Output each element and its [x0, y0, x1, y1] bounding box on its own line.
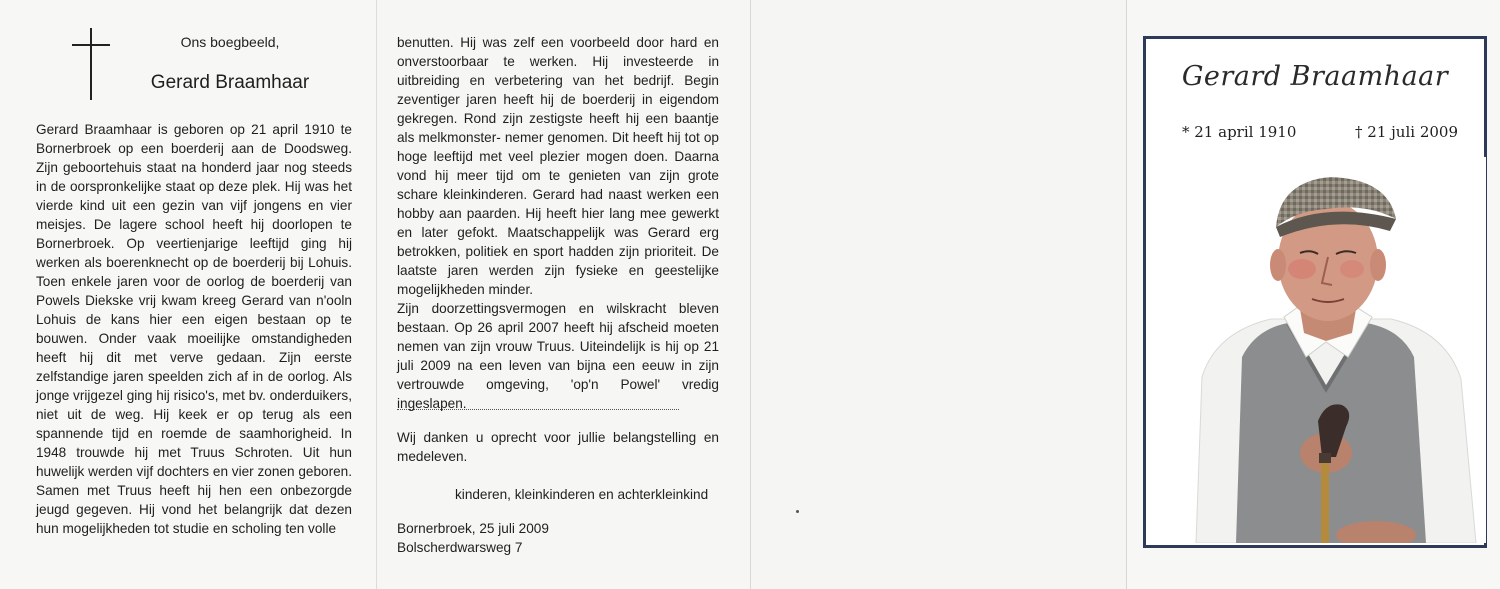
paper-speck [796, 510, 799, 513]
biography-part-1 [36, 120, 352, 538]
biography-paragraph: benutten. Hij was zelf een voorbeeld door hard en onverstoorbaar te werken. Hij investeerde in uitbreiding en verbetering van het bedrijf. Begin zeventiger jaren heeft hij de boerderij in eigendom gekregen. Rond zijn zestigste heeft hij een baantje als melkmonster- nemer genomen. Dit heeft hij tot op hoge leeftijd met veel plezier mogen doen. Daarna vond hij meer tijd om te genieten van zijn grote schare kleinkinderen. Gerard had naast werken een hobby aan paarden. Hij heeft hier lang mee gewerkt en later gefokt. Maatschappelijk was Gerard erg betrokken, politiek en sport hadden zijn prioriteit. De laatste jaren werden zijn fysieke en geestelijke mogelijkheden minder. [397, 35, 719, 297]
biography-part-2 [397, 33, 719, 413]
place-date: Bornerbroek, 25 juli 2009 [397, 521, 549, 536]
biography-paragraph: Gerard Braamhaar is geboren op 21 april 1910 te Bornerbroek op een boerderij aan de Doodsweg. Zijn geboortehuis staat na honderd jaar nog steeds in de oorspronkelijke staat op deze plek. Hij was het vierde kind uit een gezin van vijf jongens en vier meisjes. De lagere school heeft hij doorlopen te Bornerbroek. Op veertienjarige leeftijd ging hij werken als boerenknecht op de boerderij bij Lohuis. Toen enkele jaren voor de oorlog de boerderij van Powels Diekske vrij kwam kreeg Gerard van n'ooln Lohuis de kans hier een eigen bestaan op te bouwen. Onder vaak moeilijke omstandigheden heeft hij dit met verve gedaan. Zijn eerste zelfstandige jaren speelden zich af in de oorlog. Als jonge vrijgezel ging hij risico's, met bv. onderduikers, niet uit de weg. Hij keek er op terug als een spannende tijd en roemde de saamhorigheid. In 1948 trouwde hij met Truus Schroten. Uit hun huwelijk werden vijf dochters en vier zonen geboren. Samen met Truus heeft hij hen een onbezorgde jeugd gegeven. Hij vond het belangrijk dat dezen hun mogelijkheden tot studie en scholing ten volle [36, 122, 352, 536]
address: Bolscherdwarsweg 7 [397, 540, 523, 555]
blank-page [750, 0, 1126, 589]
thanks-text: Wij danken u oprecht voor jullie belangstelling en medeleven. [397, 430, 719, 464]
portrait-frame [1143, 36, 1487, 548]
portrait-page [1126, 0, 1500, 589]
address-block [397, 519, 549, 557]
dotted-divider [397, 409, 679, 410]
family-signature: kinderen, kleinkinderen en achterkleinkind [455, 487, 709, 502]
portrait-photo [1176, 157, 1486, 543]
biography-paragraph: Zijn doorzettingsvermogen en wilskracht bleven bestaan. Op 26 april 2007 heeft hij afscheid moeten nemen van zijn vrouw Truus. Uiteindelijk is hij op 21 juli 2009 na een leven van bijna een eeuw in zijn vertrouwde omgeving, 'op'n Powel' vredig ingeslapen. [397, 301, 719, 411]
intro-text: Ons boegbeeld, [180, 34, 280, 50]
deceased-name: Gerard Braamhaar [150, 72, 310, 93]
death-date: † 21 juli 2009 [1355, 123, 1458, 141]
left-page [0, 0, 376, 589]
portrait-name: Gerard Braamhaar [1181, 61, 1449, 92]
middle-page [376, 0, 750, 589]
cross-icon [72, 28, 110, 100]
birth-date: * 21 april 1910 [1182, 123, 1297, 141]
